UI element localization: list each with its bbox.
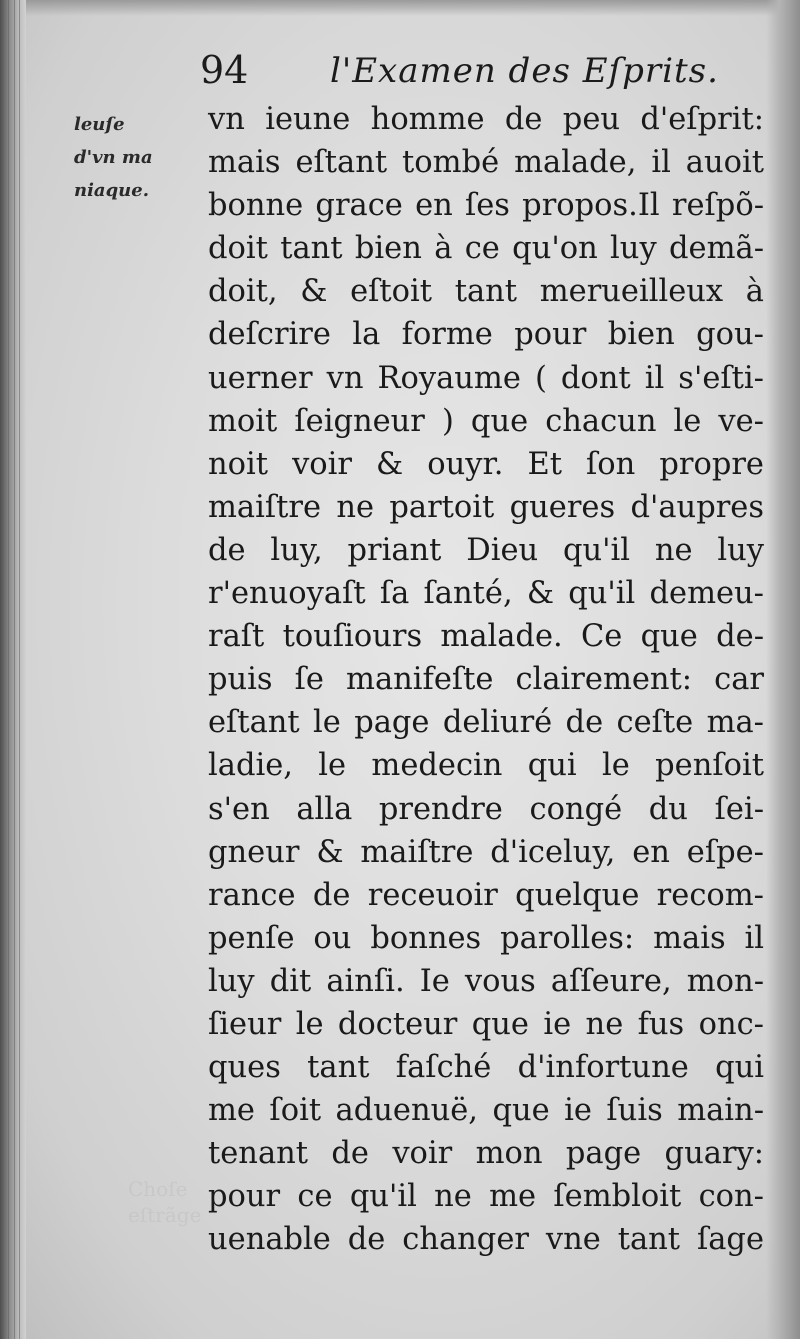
book-binding-gutter: [0, 0, 26, 1339]
margin-note-line: leuſe: [74, 114, 125, 135]
margin-note-line: niaque.: [74, 180, 149, 201]
text-line: me ſoit aduenuë, que ie ſuis main-: [208, 1093, 764, 1129]
page-header: [200, 48, 720, 98]
text-line: raſt touſiours malade. Ce que de-: [208, 619, 764, 655]
running-title: l'Examen des Eſprits.: [330, 51, 719, 91]
binding-edge-line: [8, 0, 9, 1339]
text-line: maiſtre ne partoit gueres d'aupres: [208, 489, 764, 525]
text-line: uenable de changer vne tant ſage: [208, 1222, 764, 1258]
bleed-through-line: Choſe: [128, 1177, 188, 1201]
right-page-edge: [766, 0, 800, 1339]
text-line: s'en alla prendre congé du ſei-: [208, 791, 764, 827]
text-line: ſieur le docteur que ie ne fus onc-: [208, 1006, 764, 1042]
top-page-edge: [0, 0, 800, 16]
text-line: pour ce qu'il ne me ſembloit con-: [208, 1179, 764, 1215]
text-line: vn ieune homme de peu d'eſprit:: [208, 102, 764, 137]
text-line: gneur & maiſtre d'iceluy, en eſpe-: [208, 834, 764, 870]
body-text: [208, 98, 764, 1262]
bleed-through-line: eſtrãge: [128, 1203, 202, 1227]
text-line: luy dit ainſi. Ie vous aſſeure, mon-: [208, 963, 764, 999]
text-line: deſcrire la forme pour bien gou-: [208, 317, 764, 353]
bleed-through-text: [128, 1176, 201, 1228]
text-line: noit voir & ouyr. Et ſon propre: [208, 446, 764, 482]
binding-edge-line: [14, 0, 15, 1339]
text-line: tenant de voir mon page guary:: [208, 1136, 764, 1172]
margin-note-line: d'vn ma: [74, 147, 153, 168]
text-line: uerner vn Royaume ( dont il s'eſti-: [208, 360, 764, 396]
page-number: 94: [200, 48, 249, 92]
text-line: mais eſtant tombé malade, il auoit: [208, 145, 764, 181]
text-line: ques tant faſché d'infortune qui: [208, 1050, 764, 1086]
text-line: doit tant bien à ce qu'on luy demã-: [208, 231, 764, 267]
margin-note: [74, 108, 202, 207]
text-line: moit ſeigneur ) que chacun le ve-: [208, 403, 764, 439]
text-line: rance de receuoir quelque recom-: [208, 877, 764, 913]
text-line: puis ſe manifeſte clairement: car: [208, 662, 764, 698]
binding-edge-line: [19, 0, 20, 1339]
text-line: de luy, priant Dieu qu'il ne luy: [208, 532, 764, 568]
text-line: doit, & eſtoit tant merueilleux à: [208, 274, 764, 310]
text-line: r'enuoyaſt ſa ſanté, & qu'il demeu-: [208, 576, 764, 612]
text-line: ladie, le medecin qui le penſoit: [208, 748, 764, 784]
text-line: eſtant le page deliuré de ceſte ma-: [208, 705, 764, 741]
text-line: penſe ou bonnes parolles: mais il: [208, 920, 764, 956]
text-line: bonne grace en ſes propos.Il reſpõ-: [208, 188, 764, 224]
